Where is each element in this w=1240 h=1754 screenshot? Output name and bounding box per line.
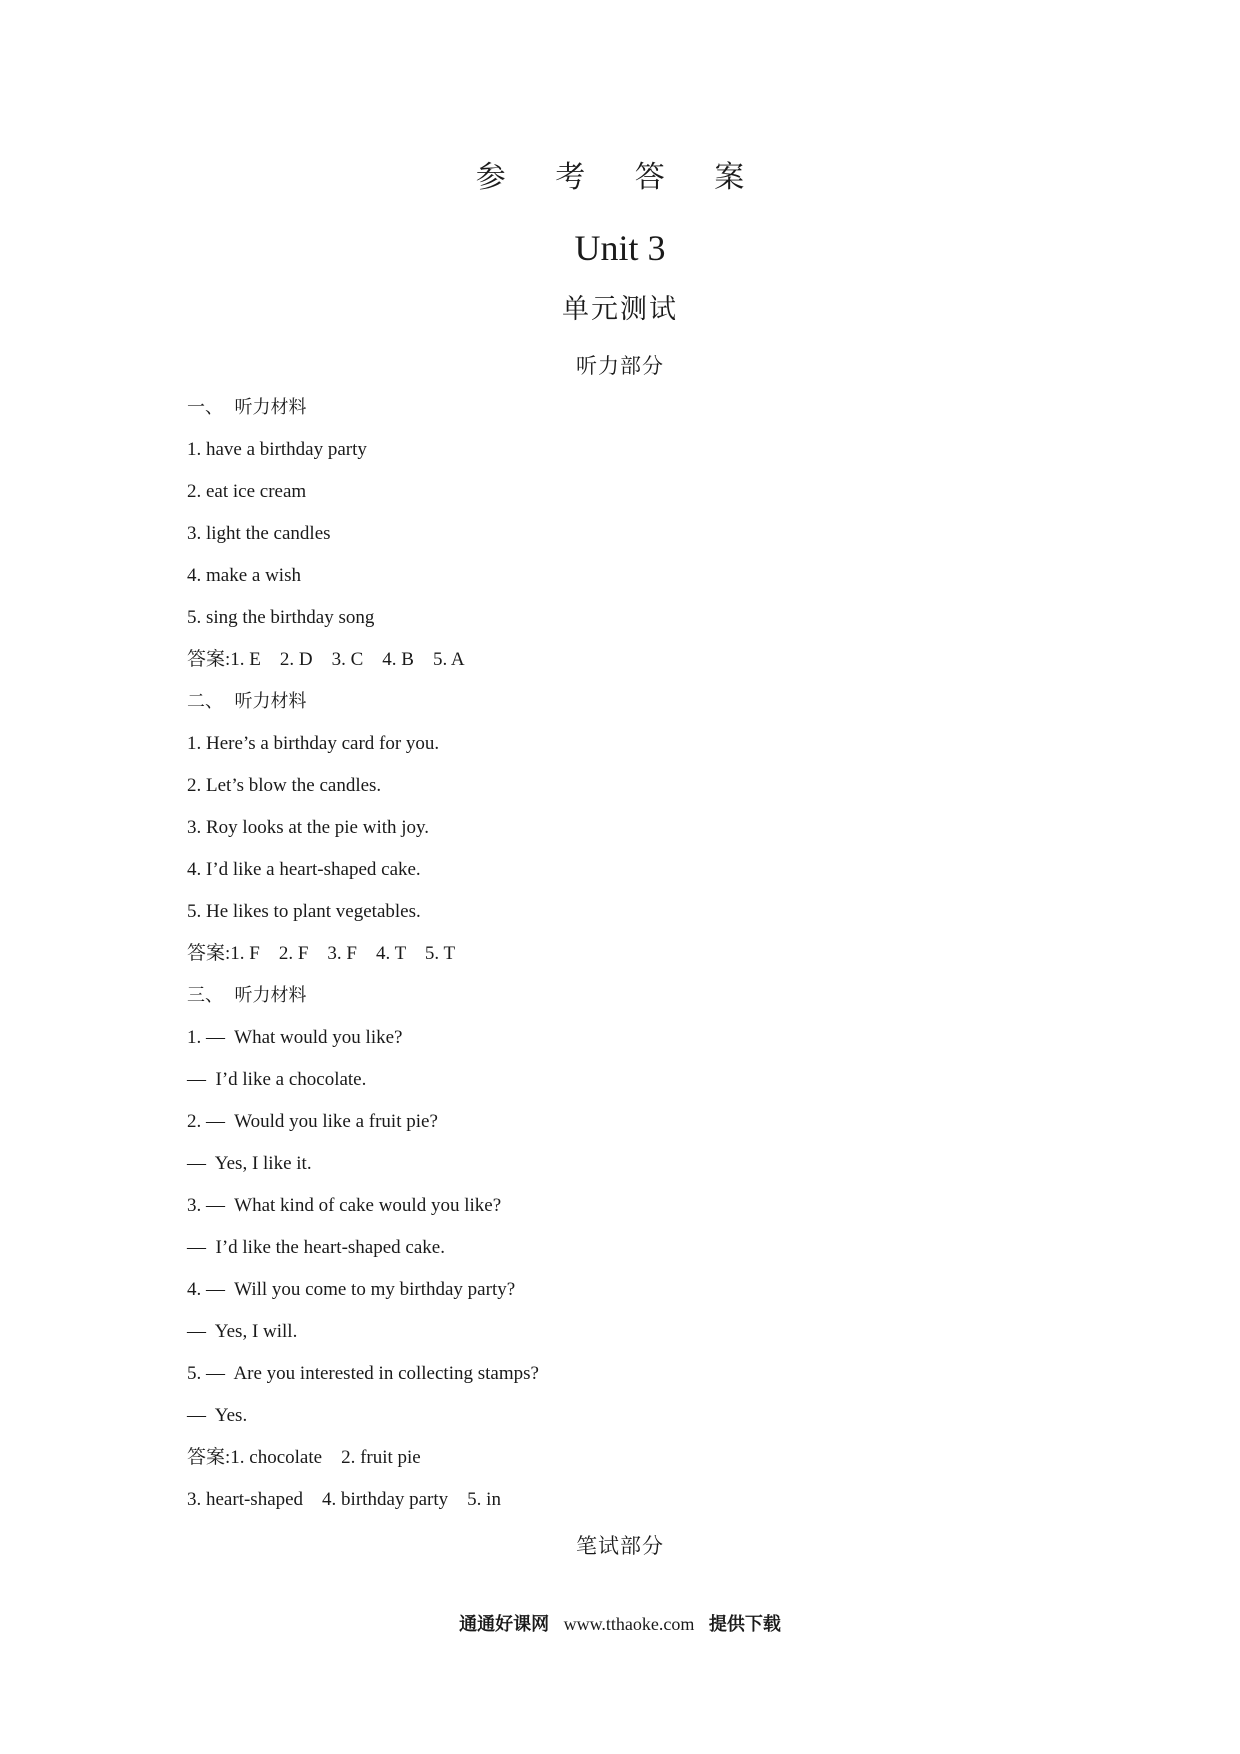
- part-heading: 三、 听力材料: [187, 985, 307, 1006]
- section-heading-listening: 听力部分: [576, 354, 664, 378]
- text-line: 3. Roy looks at the pie with joy.: [187, 817, 430, 838]
- text-line: 5. sing the birthday song: [187, 607, 375, 628]
- page-title: 参 考 答 案: [475, 160, 765, 195]
- text-line: 5. — Are you interested in collecting stamps?: [187, 1363, 539, 1384]
- unit-title: Unit 3: [574, 228, 666, 268]
- text-line: — I’d like the heart-shaped cake.: [187, 1237, 445, 1258]
- text-line: 5. He likes to plant vegetables.: [187, 901, 421, 922]
- answer-line: 答案:1. F 2. F 3. F 4. T 5. T: [187, 943, 456, 964]
- text-line: 1. — What would you like?: [187, 1027, 403, 1048]
- answer-line: 答案:1. chocolate 2. fruit pie: [187, 1447, 421, 1468]
- text-line: 4. make a wish: [187, 565, 301, 586]
- part-heading: 一、 听力材料: [187, 397, 307, 418]
- section-heading-written: 笔试部分: [576, 1534, 664, 1558]
- answer-line: 答案:1. E 2. D 3. C 4. B 5. A: [187, 649, 465, 670]
- text-line: 4. — Will you come to my birthday party?: [187, 1279, 516, 1300]
- text-line: 2. Let’s blow the candles.: [187, 775, 382, 796]
- text-line: — Yes, I like it.: [187, 1153, 312, 1174]
- text-line: — Yes.: [187, 1405, 248, 1426]
- text-line: 4. I’d like a heart-shaped cake.: [187, 859, 421, 880]
- text-line: 3. — What kind of cake would you like?: [187, 1195, 502, 1216]
- text-line: 2. — Would you like a fruit pie?: [187, 1111, 438, 1132]
- text-line: 1. have a birthday party: [187, 439, 367, 460]
- text-line: 2. eat ice cream: [187, 481, 307, 502]
- test-subtitle: 单元测试: [562, 294, 678, 325]
- footer-note: 提供下载: [708, 1614, 781, 1635]
- page-footer: [0, 1610, 1240, 1639]
- text-line: 1. Here’s a birthday card for you.: [187, 733, 440, 754]
- answer-line: 3. heart-shaped 4. birthday party 5. in: [187, 1489, 501, 1510]
- answer-content: [187, 392, 1087, 1526]
- part-heading: 二、 听力材料: [187, 691, 307, 712]
- text-line: 3. light the candles: [187, 523, 331, 544]
- text-line: — Yes, I will.: [187, 1321, 298, 1342]
- footer-brand: 通通好课网: [459, 1614, 550, 1635]
- text-line: — I’d like a chocolate.: [187, 1069, 367, 1090]
- footer-url[interactable]: www.tthaoke.com: [563, 1614, 695, 1634]
